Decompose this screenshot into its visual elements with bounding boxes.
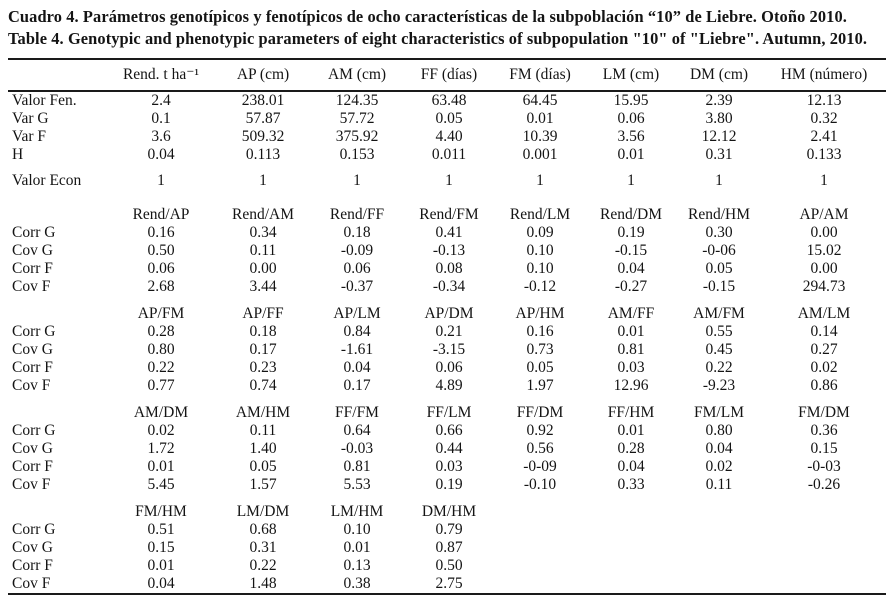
value-cell: 63.48 bbox=[431, 92, 467, 110]
value-cell: -0.37 bbox=[340, 278, 374, 296]
pair-header: AP/DM bbox=[424, 305, 474, 323]
pair-header: Rend/DM bbox=[600, 206, 662, 224]
pair-header: AP/AM bbox=[799, 206, 849, 224]
pair-header: FF/LM bbox=[426, 404, 472, 422]
pair-header: Rend/LM bbox=[509, 206, 571, 224]
value-cell bbox=[676, 521, 762, 539]
value-cell: 0.56 bbox=[526, 440, 554, 458]
value-cell: 12.96 bbox=[613, 377, 649, 395]
value-cell: 0.06 bbox=[343, 260, 371, 278]
pair-header: LM/DM bbox=[236, 503, 290, 521]
value-cell: 0.41 bbox=[435, 224, 463, 242]
row-label: Corr G bbox=[12, 224, 56, 242]
row-label: Cov F bbox=[12, 377, 51, 395]
value-cell bbox=[586, 575, 676, 594]
value-cell: 0.21 bbox=[435, 323, 463, 341]
pair-header: Rend/FM bbox=[419, 206, 479, 224]
value-cell: 0.19 bbox=[435, 476, 463, 494]
row-label: Cov F bbox=[12, 476, 51, 494]
value-cell: 1.97 bbox=[526, 377, 554, 395]
pair-header bbox=[586, 494, 676, 521]
row-label bbox=[8, 296, 106, 323]
value-cell: -0.13 bbox=[432, 242, 466, 260]
value-cell: 0.50 bbox=[147, 242, 175, 260]
value-cell: 124.35 bbox=[335, 92, 379, 110]
value-cell: -0-09 bbox=[523, 458, 557, 476]
table-row bbox=[8, 278, 886, 296]
table-row bbox=[8, 323, 886, 341]
row-label: Corr G bbox=[12, 422, 56, 440]
value-cell: 2.75 bbox=[435, 575, 463, 593]
value-cell: 1.40 bbox=[249, 440, 277, 458]
value-cell: 0.02 bbox=[147, 422, 175, 440]
value-cell: 0.18 bbox=[249, 323, 277, 341]
value-cell: 0.113 bbox=[245, 146, 281, 164]
value-cell: 0.04 bbox=[617, 458, 645, 476]
value-cell: 0.11 bbox=[705, 476, 733, 494]
value-cell: -0.15 bbox=[702, 278, 736, 296]
value-cell bbox=[586, 539, 676, 557]
pair-header: LM/HM bbox=[330, 503, 384, 521]
row-label: Cov G bbox=[12, 341, 53, 359]
value-cell: 2.39 bbox=[705, 92, 733, 110]
value-cell: -0.12 bbox=[523, 278, 557, 296]
value-cell: 1 bbox=[353, 172, 361, 190]
value-cell: 0.04 bbox=[343, 359, 371, 377]
value-cell: 0.03 bbox=[617, 359, 645, 377]
value-cell: -1.61 bbox=[340, 341, 374, 359]
pair-header: AP/HM bbox=[515, 305, 565, 323]
value-cell: 0.04 bbox=[617, 260, 645, 278]
value-cell: 64.45 bbox=[522, 92, 558, 110]
value-cell: 375.92 bbox=[335, 128, 379, 146]
value-cell: 238.01 bbox=[241, 92, 285, 110]
value-cell: 2.4 bbox=[151, 92, 171, 110]
value-cell: 0.17 bbox=[343, 377, 371, 395]
value-cell: 0.01 bbox=[617, 146, 645, 164]
value-cell: 0.73 bbox=[526, 341, 554, 359]
column-header: FF (días) bbox=[404, 59, 494, 91]
value-cell: 0.16 bbox=[147, 224, 175, 242]
pair-header: Rend/AP bbox=[132, 206, 190, 224]
value-cell: 0.04 bbox=[705, 440, 733, 458]
value-cell: 0.00 bbox=[810, 260, 838, 278]
value-cell: 0.23 bbox=[249, 359, 277, 377]
value-cell: 0.01 bbox=[526, 110, 554, 128]
pair-header: FM/HM bbox=[135, 503, 187, 521]
value-cell: 12.12 bbox=[701, 128, 737, 146]
value-cell: 0.05 bbox=[526, 359, 554, 377]
table-row bbox=[8, 341, 886, 359]
table-row bbox=[8, 377, 886, 395]
value-cell bbox=[494, 521, 586, 539]
pair-header: AM/DM bbox=[133, 404, 189, 422]
value-cell: -9.23 bbox=[702, 377, 736, 395]
value-cell: 0.28 bbox=[617, 440, 645, 458]
row-label: Valor Fen. bbox=[12, 92, 77, 110]
section-correlations-4 bbox=[8, 494, 886, 594]
value-cell: 0.04 bbox=[147, 146, 175, 164]
value-cell: 15.02 bbox=[806, 242, 842, 260]
value-cell: 0.74 bbox=[249, 377, 277, 395]
value-cell: 0.77 bbox=[147, 377, 175, 395]
value-cell: 1.48 bbox=[249, 575, 277, 593]
value-cell: 0.38 bbox=[343, 575, 371, 593]
value-cell: 0.06 bbox=[617, 110, 645, 128]
table-caption-english: Table 4. Genotypic and phenotypic parameters of eight characteristics of subpopulation "10" of "Liebre". Autumn, 2010. bbox=[8, 28, 868, 48]
value-cell: 0.153 bbox=[339, 146, 375, 164]
value-cell: 0.32 bbox=[810, 110, 838, 128]
table-row bbox=[8, 539, 886, 557]
value-cell: -0.15 bbox=[614, 242, 648, 260]
value-cell: 0.31 bbox=[705, 146, 733, 164]
value-cell: 3.44 bbox=[249, 278, 277, 296]
pair-header: AM/FF bbox=[607, 305, 655, 323]
pair-header: FF/DM bbox=[516, 404, 564, 422]
value-cell: 5.53 bbox=[343, 476, 371, 494]
value-cell bbox=[762, 521, 886, 539]
value-cell: 0.001 bbox=[522, 146, 558, 164]
row-label: Cov G bbox=[12, 539, 53, 557]
table-caption-spanish: Cuadro 4. Parámetros genotípicos y fenotípicos de ocho características de la subpoblación “10” de Liebre. Otoño 2010. bbox=[8, 7, 847, 26]
table-row bbox=[8, 458, 886, 476]
value-cell: 0.33 bbox=[617, 476, 645, 494]
value-cell: 1 bbox=[820, 172, 828, 190]
value-cell: 1 bbox=[627, 172, 635, 190]
table-row bbox=[8, 91, 886, 110]
value-cell: 0.68 bbox=[249, 521, 277, 539]
value-cell: 1 bbox=[157, 172, 165, 190]
value-cell: 0.02 bbox=[810, 359, 838, 377]
value-cell bbox=[586, 521, 676, 539]
value-cell: 57.72 bbox=[339, 110, 375, 128]
value-cell: -3.15 bbox=[432, 341, 466, 359]
pair-header-row bbox=[8, 395, 886, 422]
value-cell: 0.17 bbox=[249, 341, 277, 359]
value-cell bbox=[676, 539, 762, 557]
pair-header: AM/HM bbox=[235, 404, 291, 422]
column-header: FM (días) bbox=[494, 59, 586, 91]
row-label bbox=[8, 494, 106, 521]
row-label: Corr F bbox=[12, 260, 53, 278]
value-cell: 2.41 bbox=[810, 128, 838, 146]
value-cell: 0.01 bbox=[147, 458, 175, 476]
pair-header bbox=[762, 494, 886, 521]
row-label: Corr F bbox=[12, 359, 53, 377]
pair-header: Rend/HM bbox=[688, 206, 750, 224]
section-correlations-2 bbox=[8, 296, 886, 395]
value-cell bbox=[494, 575, 586, 594]
value-cell bbox=[494, 557, 586, 575]
row-label: Cov G bbox=[12, 242, 53, 260]
pair-header: AM/FM bbox=[693, 305, 745, 323]
value-cell: 0.45 bbox=[705, 341, 733, 359]
value-cell: 0.27 bbox=[810, 341, 838, 359]
table-row bbox=[8, 575, 886, 594]
value-cell: 0.44 bbox=[435, 440, 463, 458]
value-cell: 0.28 bbox=[147, 323, 175, 341]
value-cell: 3.6 bbox=[151, 128, 171, 146]
pair-header: AP/FF bbox=[242, 305, 284, 323]
section-parameters bbox=[8, 91, 886, 164]
value-cell: 0.00 bbox=[810, 224, 838, 242]
value-cell: 5.45 bbox=[147, 476, 175, 494]
value-cell bbox=[762, 575, 886, 594]
value-cell: 0.18 bbox=[343, 224, 371, 242]
row-label: Corr F bbox=[12, 458, 53, 476]
value-cell: 0.51 bbox=[147, 521, 175, 539]
pair-header: FF/HM bbox=[607, 404, 655, 422]
pair-header: AM/LM bbox=[797, 305, 851, 323]
section-correlations-3 bbox=[8, 395, 886, 494]
value-cell: 0.06 bbox=[147, 260, 175, 278]
value-cell: 0.10 bbox=[343, 521, 371, 539]
value-cell: 0.36 bbox=[810, 422, 838, 440]
value-cell: 3.56 bbox=[617, 128, 645, 146]
value-cell: 1.57 bbox=[249, 476, 277, 494]
table-row bbox=[8, 521, 886, 539]
pair-header bbox=[494, 494, 586, 521]
value-cell: 0.34 bbox=[249, 224, 277, 242]
value-cell: 0.19 bbox=[617, 224, 645, 242]
value-cell: 0.80 bbox=[147, 341, 175, 359]
row-label: Cov F bbox=[12, 278, 51, 296]
pair-header: DM/HM bbox=[421, 503, 477, 521]
value-cell: 0.64 bbox=[343, 422, 371, 440]
value-cell: 294.73 bbox=[802, 278, 846, 296]
value-cell: 0.79 bbox=[435, 521, 463, 539]
row-label: Corr G bbox=[12, 323, 56, 341]
pair-header: Rend/AM bbox=[232, 206, 294, 224]
row-label-header bbox=[8, 59, 106, 91]
value-cell bbox=[494, 539, 586, 557]
row-label: Corr F bbox=[12, 557, 53, 575]
pair-header: FM/DM bbox=[798, 404, 850, 422]
value-cell: 0.09 bbox=[526, 224, 554, 242]
value-cell: 0.22 bbox=[147, 359, 175, 377]
value-cell: -0.34 bbox=[432, 278, 466, 296]
value-cell: -0.27 bbox=[614, 278, 648, 296]
table-row bbox=[8, 440, 886, 458]
value-cell: 0.011 bbox=[431, 146, 467, 164]
table-row bbox=[8, 260, 886, 278]
pair-header: Rend/FF bbox=[329, 206, 385, 224]
value-cell: 3.80 bbox=[705, 110, 733, 128]
table-row bbox=[8, 224, 886, 242]
value-cell: 1 bbox=[536, 172, 544, 190]
value-cell: 0.08 bbox=[435, 260, 463, 278]
value-cell bbox=[586, 557, 676, 575]
value-cell: 0.84 bbox=[343, 323, 371, 341]
value-cell: 0.13 bbox=[343, 557, 371, 575]
value-cell: 0.30 bbox=[705, 224, 733, 242]
value-cell: 0.05 bbox=[435, 110, 463, 128]
value-cell: 0.15 bbox=[147, 539, 175, 557]
value-cell: 0.05 bbox=[249, 458, 277, 476]
column-header-row bbox=[8, 59, 886, 91]
table-row bbox=[8, 164, 886, 197]
value-cell: 0.11 bbox=[249, 242, 277, 260]
value-cell: 0.04 bbox=[147, 575, 175, 593]
pair-header-row bbox=[8, 296, 886, 323]
pair-header: AP/LM bbox=[333, 305, 381, 323]
pair-header bbox=[676, 494, 762, 521]
value-cell: 0.81 bbox=[343, 458, 371, 476]
value-cell: 0.05 bbox=[705, 260, 733, 278]
value-cell bbox=[676, 575, 762, 594]
value-cell: -0.26 bbox=[807, 476, 841, 494]
value-cell: 0.80 bbox=[705, 422, 733, 440]
table-row bbox=[8, 242, 886, 260]
value-cell bbox=[676, 557, 762, 575]
row-label bbox=[8, 197, 106, 224]
column-header: HM (número) bbox=[762, 59, 886, 91]
value-cell: 0.10 bbox=[526, 260, 554, 278]
table-row bbox=[8, 110, 886, 128]
column-header: AM (cm) bbox=[310, 59, 404, 91]
value-cell: 0.50 bbox=[435, 557, 463, 575]
pair-header: FF/FM bbox=[335, 404, 379, 422]
value-cell: 15.95 bbox=[613, 92, 649, 110]
value-cell: -0-06 bbox=[702, 242, 736, 260]
value-cell: 1.72 bbox=[147, 440, 175, 458]
section-economic-value bbox=[8, 164, 886, 197]
value-cell: 0.87 bbox=[435, 539, 463, 557]
value-cell: 4.40 bbox=[435, 128, 463, 146]
value-cell: 0.11 bbox=[249, 422, 277, 440]
column-header: DM (cm) bbox=[676, 59, 762, 91]
value-cell: 0.15 bbox=[810, 440, 838, 458]
table-row bbox=[8, 422, 886, 440]
value-cell: -0.03 bbox=[340, 440, 374, 458]
value-cell: 0.02 bbox=[705, 458, 733, 476]
value-cell: 0.81 bbox=[617, 341, 645, 359]
value-cell: 4.89 bbox=[435, 377, 463, 395]
value-cell: 10.39 bbox=[522, 128, 558, 146]
value-cell: 0.1 bbox=[151, 110, 171, 128]
row-label: Valor Econ bbox=[12, 172, 82, 190]
parameters-table bbox=[8, 58, 886, 595]
value-cell: 0.16 bbox=[526, 323, 554, 341]
value-cell: 0.00 bbox=[249, 260, 277, 278]
value-cell: 0.22 bbox=[705, 359, 733, 377]
row-label: Var G bbox=[12, 110, 49, 128]
value-cell: 12.13 bbox=[806, 92, 842, 110]
value-cell: 0.133 bbox=[806, 146, 842, 164]
value-cell: -0-03 bbox=[807, 458, 841, 476]
pair-header: AP/FM bbox=[137, 305, 185, 323]
value-cell: 57.87 bbox=[245, 110, 281, 128]
value-cell: 1 bbox=[445, 172, 453, 190]
section-correlations-1 bbox=[8, 197, 886, 296]
value-cell: 0.31 bbox=[249, 539, 277, 557]
column-header: AP (cm) bbox=[216, 59, 310, 91]
value-cell: 0.66 bbox=[435, 422, 463, 440]
value-cell: 0.22 bbox=[249, 557, 277, 575]
column-header: LM (cm) bbox=[586, 59, 676, 91]
table-row bbox=[8, 359, 886, 377]
value-cell: 0.03 bbox=[435, 458, 463, 476]
table-row bbox=[8, 128, 886, 146]
pair-header-row bbox=[8, 494, 886, 521]
value-cell: 1 bbox=[715, 172, 723, 190]
value-cell: 0.06 bbox=[435, 359, 463, 377]
value-cell: 0.01 bbox=[343, 539, 371, 557]
value-cell: 0.14 bbox=[810, 323, 838, 341]
row-label: Corr G bbox=[12, 521, 56, 539]
value-cell: 2.68 bbox=[147, 278, 175, 296]
value-cell: 509.32 bbox=[241, 128, 285, 146]
table-row bbox=[8, 557, 886, 575]
value-cell: 0.55 bbox=[705, 323, 733, 341]
value-cell: 0.01 bbox=[617, 422, 645, 440]
value-cell: 0.86 bbox=[810, 377, 838, 395]
value-cell: -0.09 bbox=[340, 242, 374, 260]
pair-header-row bbox=[8, 197, 886, 224]
table-row bbox=[8, 146, 886, 164]
value-cell: 1 bbox=[259, 172, 267, 190]
value-cell: 0.92 bbox=[526, 422, 554, 440]
value-cell bbox=[762, 557, 886, 575]
row-label: Var F bbox=[12, 128, 47, 146]
row-label: Cov F bbox=[12, 575, 51, 593]
table-row bbox=[8, 476, 886, 494]
value-cell: 0.10 bbox=[526, 242, 554, 260]
value-cell bbox=[762, 539, 886, 557]
row-label: H bbox=[12, 146, 24, 164]
value-cell: -0.10 bbox=[523, 476, 557, 494]
column-header: Rend. t ha⁻¹ bbox=[106, 59, 216, 91]
row-label bbox=[8, 395, 106, 422]
value-cell: 0.01 bbox=[147, 557, 175, 575]
pair-header: FM/LM bbox=[694, 404, 744, 422]
row-label: Cov G bbox=[12, 440, 53, 458]
value-cell: 0.01 bbox=[617, 323, 645, 341]
